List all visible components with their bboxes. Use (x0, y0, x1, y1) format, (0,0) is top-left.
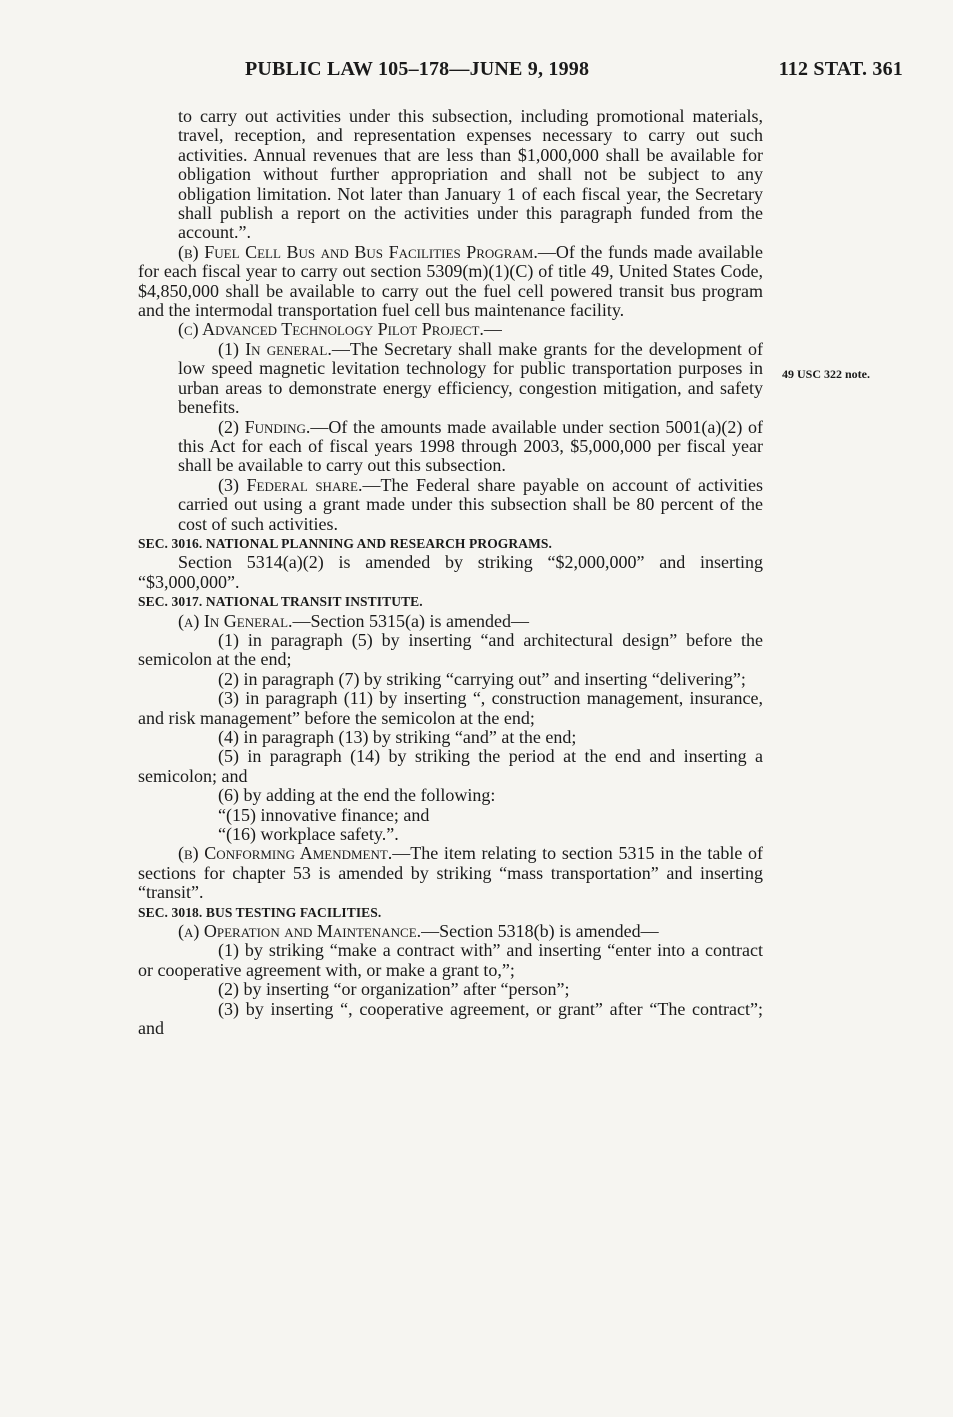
subsection-heading: (b) Conforming Amendment. (178, 843, 393, 864)
list-item: (3) by inserting “, cooperative agreement, or grant” after “The contract”; and (138, 998, 763, 1039)
list-item: (6) by adding at the end the following: (218, 785, 496, 806)
subsection-heading: (b) Fuel Cell Bus and Bus Facilities Program. (178, 241, 538, 262)
subsection-a-in-general (138, 612, 763, 631)
header-stat-page: 112 STAT. 361 (778, 58, 903, 80)
section-heading-3017: SEC. 3017. NATIONAL TRANSIT INSTITUTE. (138, 594, 423, 610)
subsection-text: —Section 5315(a) is amended— (292, 610, 529, 631)
paragraph-continuation: to carry out activities under this subsection, including promotional materials, travel, reception, and representation expenses necessary to carry out such activities. Annual revenues that are less than $1,000,000 shall be available for obligation without further appropriation and shall not be subject to any obligation limitation. Not later than January 1 of each fiscal year, the Secretary shall publish a report on the activities under this paragraph funded from the account.”. (178, 106, 763, 243)
paragraph-c2 (138, 418, 763, 476)
subsection-heading: (a) Operation and Maintenance. (178, 921, 422, 942)
subsection-text: —Of the funds made available for each fiscal year to carry out section 5309(m)(1)(C) of title 49, United States Code, $4,850,000 shall be available to carry out the fuel cell powered transit bus program and the intermodal transportation fuel cell bus maintenance facility. (138, 241, 764, 321)
paragraph-text: —The Federal share payable on account of activities carried out using a grant made under this subsection shall be 80 percent of the cost of such activities. (178, 474, 763, 534)
section-heading-3016: SEC. 3016. NATIONAL PLANNING AND RESEARCH PROGRAMS. (138, 535, 553, 551)
margin-note: 49 USC 322 note. (782, 367, 871, 381)
paragraph-text: —The Secretary shall make grants for the development of low speed magnetic levitation technology for public transportation purposes in urban areas to demonstrate energy efficiency, congestion mitigation, and safety benefits. (178, 338, 763, 418)
list-item: (2) by inserting “or organization” after “person”; (218, 979, 570, 1000)
document-body (138, 107, 763, 1039)
list-item: (1) in paragraph (5) by inserting “and architectural design” before the semicolon at the end; (138, 629, 763, 670)
paragraph-heading: (3) Federal share. (218, 474, 363, 495)
list-item: (1) by striking “make a contract with” and inserting “enter into a contract or cooperative agreement with, or make a grant to,”; (138, 940, 763, 980)
section-3016-text: Section 5314(a)(2) is amended by striking “$2,000,000” and inserting “$3,000,000”. (138, 552, 763, 592)
subsection-c-advanced-tech (138, 320, 763, 339)
paragraph-text: —Of the amounts made available under section 5001(a)(2) of this Act for each of fiscal years 1998 through 2003, $5,000,000 per fiscal year shall be available to carry out this subsection. (178, 416, 763, 476)
page-header (0, 58, 953, 88)
list-item: “(15) innovative finance; and (218, 804, 430, 825)
paragraph-heading: (2) Funding. (218, 416, 311, 437)
paragraph-heading: (1) In general. (218, 338, 332, 359)
list-item: (3) in paragraph (11) by inserting “, construction management, insurance, and risk management” before the semicolon at the end; (138, 688, 763, 728)
list-item: “(16) workplace safety.”. (218, 824, 399, 845)
subsection-heading: (a) In General. (178, 610, 293, 631)
subsection-b-fuel-cell (138, 243, 763, 321)
subsection-text: — (483, 319, 502, 340)
list-item: (5) in paragraph (14) by striking the period at the end and inserting a semicolon; and (138, 746, 763, 786)
paragraph-c1 (138, 340, 763, 418)
subsection-heading: (c) Advanced Technology Pilot Project. (178, 319, 484, 340)
list-item: (4) in paragraph (13) by striking “and” at the end; (218, 727, 577, 747)
subsection-text: —Section 5318(b) is amended— (421, 921, 659, 942)
header-title: PUBLIC LAW 105–178—JUNE 9, 1998 (245, 58, 590, 80)
paragraph-c3 (138, 476, 763, 534)
subsection-b-conforming (138, 844, 763, 902)
subsection-text: —The item relating to section 5315 in the table of sections for chapter 53 is amended by striking “mass transportation” and inserting “transit”. (138, 843, 763, 903)
list-item: (2) in paragraph (7) by striking “carrying out” and inserting “delivering”; (218, 668, 746, 689)
subsection-a-operation (138, 922, 763, 941)
section-heading-3018: SEC. 3018. BUS TESTING FACILITIES. (138, 904, 382, 920)
